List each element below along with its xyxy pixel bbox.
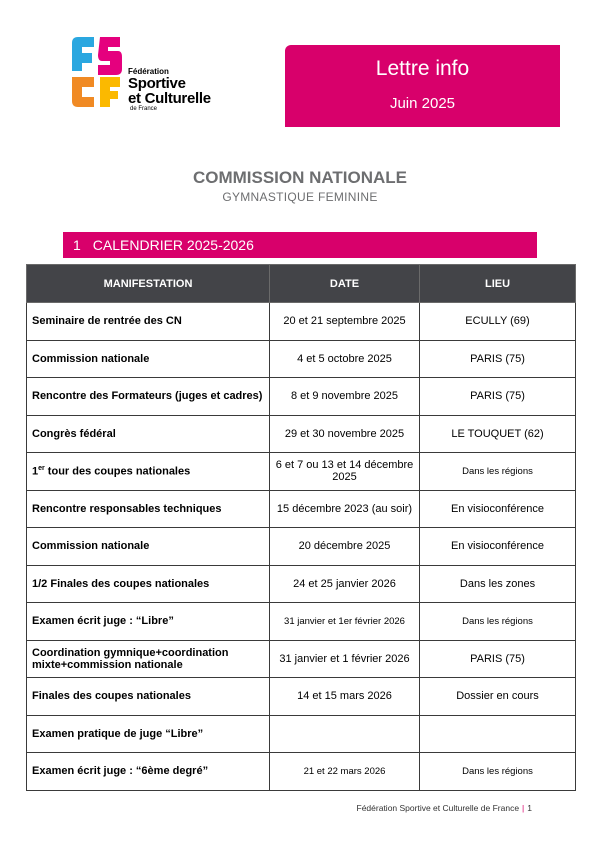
event-cell: Coordination gymnique+coordination mixte+commission nationale: [27, 640, 270, 678]
footer-separator: |: [522, 803, 525, 813]
place-cell: PARIS (75): [420, 340, 576, 378]
place-cell: PARIS (75): [420, 378, 576, 416]
event-cell: Commission nationale: [27, 528, 270, 566]
event-cell: Commission nationale: [27, 340, 270, 378]
table-row: [27, 640, 576, 678]
date-cell: 6 et 7 ou 13 et 14 décembre 2025: [270, 453, 420, 491]
place-cell: LE TOUQUET (62): [420, 415, 576, 453]
page-footer: [357, 803, 532, 813]
date-cell: [270, 715, 420, 753]
fscf-logo-text: [128, 68, 211, 112]
place-cell: ECULLY (69): [420, 303, 576, 341]
event-cell: Examen écrit juge : “6ème degré”: [27, 753, 270, 791]
event-text: tour des coupes nationales: [44, 465, 191, 478]
header-lieu: LIEU: [420, 265, 576, 303]
table-row: [27, 340, 576, 378]
event-ordinal-suffix: er: [38, 464, 45, 472]
newsletter-banner: [285, 45, 560, 127]
place-cell: Dans les régions: [420, 753, 576, 791]
event-cell: 1/2 Finales des coupes nationales: [27, 565, 270, 603]
place-cell: Dans les régions: [420, 453, 576, 491]
table-row: [27, 490, 576, 528]
section-number: 1: [73, 237, 81, 253]
event-cell: Congrès fédéral: [27, 415, 270, 453]
logo-line-1: Fédération: [128, 67, 169, 76]
header-manifestation: MANIFESTATION: [27, 265, 270, 303]
table-row: [27, 603, 576, 641]
event-cell: Rencontre des Formateurs (juges et cadres): [27, 378, 270, 416]
event-cell: Rencontre responsables techniques: [27, 490, 270, 528]
header-date: DATE: [270, 265, 420, 303]
table-row: [27, 715, 576, 753]
section-title: CALENDRIER 2025-2026: [92, 237, 254, 253]
logo-line-4: de France: [130, 106, 158, 112]
date-cell: 15 décembre 2023 (au soir): [270, 490, 420, 528]
place-cell: Dans les régions: [420, 603, 576, 641]
table-row: [27, 753, 576, 791]
date-cell: 21 et 22 mars 2026: [270, 753, 420, 791]
event-cell: Seminaire de rentrée des CN: [27, 303, 270, 341]
event-cell: Finales des coupes nationales: [27, 678, 270, 716]
logo-line-3: et Culturelle: [128, 90, 211, 107]
place-cell: PARIS (75): [420, 640, 576, 678]
event-ordinal: 1: [32, 465, 39, 478]
banner-date: Juin 2025: [389, 95, 456, 112]
event-cell: Examen écrit juge : “Libre”: [27, 603, 270, 641]
banner-title: Lettre info: [375, 57, 470, 80]
event-cell: Examen pratique de juge “Libre”: [27, 715, 270, 753]
event-cell: [27, 453, 270, 491]
place-cell: En visioconférence: [420, 528, 576, 566]
date-cell: 14 et 15 mars 2026: [270, 678, 420, 716]
date-cell: 31 janvier et 1 février 2026: [270, 640, 420, 678]
table-row: [27, 678, 576, 716]
table-row: [27, 453, 576, 491]
footer-text: Fédération Sportive et Culturelle de France: [356, 803, 520, 813]
section-heading: [63, 232, 537, 258]
table-row: [27, 303, 576, 341]
table-header-row: [27, 265, 576, 303]
page-title: COMMISSION NATIONALE: [192, 168, 408, 187]
table-row: [27, 378, 576, 416]
date-cell: 20 décembre 2025: [270, 528, 420, 566]
place-cell: [420, 715, 576, 753]
table-row: [27, 415, 576, 453]
place-cell: Dans les zones: [420, 565, 576, 603]
date-cell: 8 et 9 novembre 2025: [270, 378, 420, 416]
date-cell: 20 et 21 septembre 2025: [270, 303, 420, 341]
date-cell: 29 et 30 novembre 2025: [270, 415, 420, 453]
date-cell: 31 janvier et 1er février 2026: [270, 603, 420, 641]
place-cell: Dossier en cours: [420, 678, 576, 716]
logo-line-2: Sportive: [128, 75, 186, 92]
calendar-table: [26, 264, 576, 791]
place-cell: En visioconférence: [420, 490, 576, 528]
date-cell: 4 et 5 octobre 2025: [270, 340, 420, 378]
table-row: [27, 565, 576, 603]
page-subtitle: GYMNASTIQUE FEMININE: [222, 190, 378, 204]
table-row: [27, 528, 576, 566]
page-number: 1: [527, 803, 532, 813]
date-cell: 24 et 25 janvier 2026: [270, 565, 420, 603]
